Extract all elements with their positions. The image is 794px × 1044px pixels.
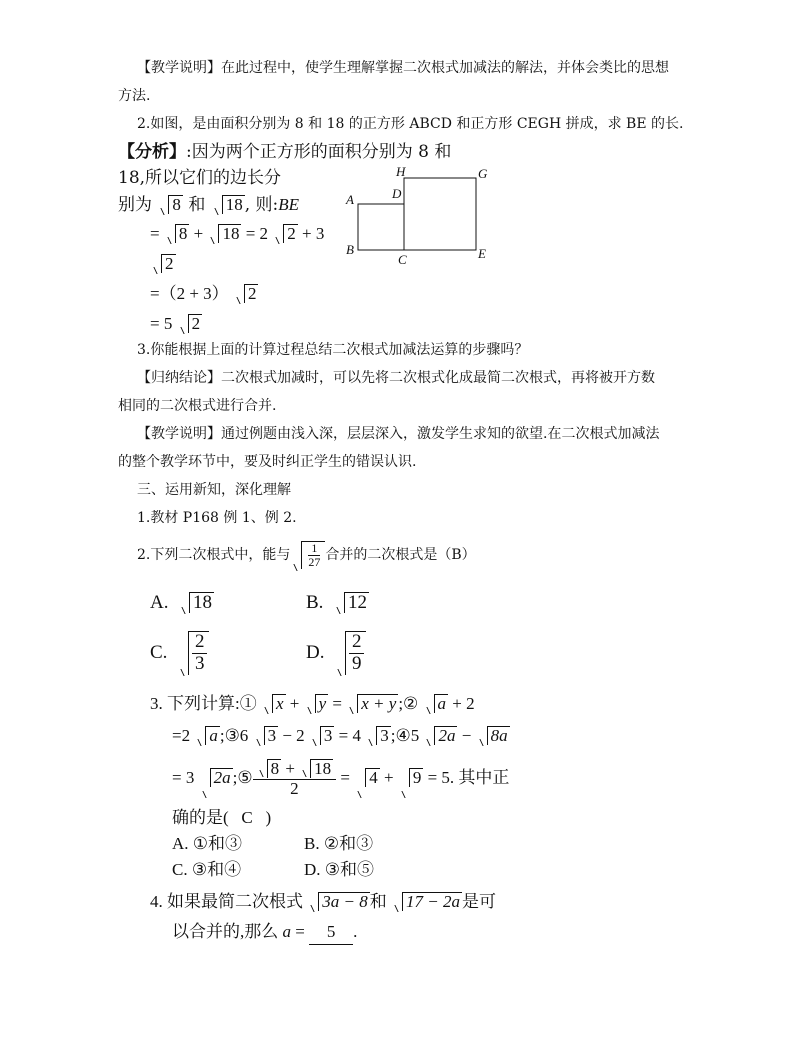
label-b: B	[346, 242, 354, 257]
section-3-item2: 2.下列二次根式中，能与 $\frac{1}{27}$ 合并的二次根式是（B）	[137, 538, 476, 573]
teaching-note-1-line2: 方法.	[118, 88, 151, 104]
ex3-answer: C	[241, 808, 253, 827]
analysis-line2: 18,所以它们的边长分	[118, 168, 282, 188]
conclusion-line1: 【归纳结论】二次根式加减时，可以先将二次根式化成最简二次根式，再将被开方数	[137, 370, 655, 386]
label-d: D	[392, 186, 402, 201]
label-a: A	[346, 192, 354, 207]
ex4-line2: 以合并的,那么 a = 5 .	[172, 920, 357, 945]
section-3-heading: 三、运用新知，深化理解	[137, 482, 291, 498]
choice-b: B. 12	[306, 590, 369, 616]
squares-figure	[340, 160, 500, 270]
square-abcd	[358, 204, 404, 250]
sqrt-18: 18	[213, 193, 245, 217]
ex3-option-d: D. ③和⑤	[304, 860, 375, 879]
ex3-line4: 确的是( C )	[172, 808, 272, 827]
sqrt-1-over-27: $\frac{1}{27}$	[292, 539, 325, 573]
analysis-line1: 【分析】:因为两个正方形的面积分别为 8 和	[118, 142, 452, 162]
teaching-note-1-line1: 【教学说明】在此过程中，使学生理解掌握二次根式加减法的解法，并体会类比的思想	[137, 60, 669, 76]
question-3-stem: 3.你能根据上面的计算过程总结二次根式加减法运算的步骤吗？	[137, 342, 529, 358]
ex3-option-b: B. ②和③	[304, 834, 374, 853]
choice-a: A. 18	[150, 590, 214, 616]
ex3-line2: =2 a ;③6 3 − 2 3 = 4 3 ;④5 2a − 8a	[172, 724, 510, 748]
analysis-tag: 【分析】	[118, 142, 186, 162]
label-e: E	[478, 246, 486, 261]
conclusion-tag: 【归纳结论】	[137, 370, 221, 386]
question-2-stem: 2.如图，是由面积分别为 8 和 18 的正方形 ABCD 和正方形 CEGH 拼成，求 BE 的长.	[137, 116, 684, 132]
teaching-note-tag: 【教学说明】	[137, 426, 221, 442]
label-c: C	[398, 252, 407, 267]
teaching-note-2-line1: 【教学说明】通过例题由浅入深，层层深入，激发学生求知的欲望.在二次根式加减法	[137, 426, 660, 442]
choice-c: C. $\frac{2}{3}$	[150, 628, 209, 678]
teaching-note-tag: 【教学说明】	[137, 60, 221, 76]
analysis-line7: = 5 2	[150, 312, 202, 336]
analysis-line5: 2	[150, 252, 176, 276]
ex3-option-c: C. ③和④	[172, 860, 242, 879]
ex4-answer-blank: 5	[309, 920, 353, 945]
square-cegh	[404, 178, 476, 250]
analysis-line6: =（2 + 3） 2	[150, 282, 258, 306]
sqrt-8: 8	[159, 193, 183, 217]
ex3-line1: 3. 下列计算:① x + y = x + y ;② a + 2	[150, 692, 475, 716]
choice-d: D. $\frac{2}{9}$	[306, 628, 366, 678]
ex3-option-a: A. ①和③	[172, 834, 243, 853]
label-g: G	[478, 166, 488, 181]
teaching-note-2-line2: 的整个教学环节中，要及时纠正学生的错误认识.	[118, 454, 417, 470]
ex4-line1: 4. 如果最简二次根式 3a − 8 和 17 − 2a 是可	[150, 890, 496, 914]
analysis-line4: = 8 + 18 = 2 2 + 3	[150, 222, 324, 246]
ex3-line3: = 3 2a ;⑤ $\frac{8 + 18}{2}$ = 4 + 9 = 5. 其中正	[172, 756, 509, 800]
section-3-item1: 1.教材 P168 例 1、例 2.	[137, 510, 297, 526]
conclusion-line2: 相同的二次根式进行合并.	[118, 398, 277, 414]
analysis-line3: 别为 8 和 18 , 则:BE	[118, 195, 300, 215]
label-h: H	[396, 164, 406, 179]
